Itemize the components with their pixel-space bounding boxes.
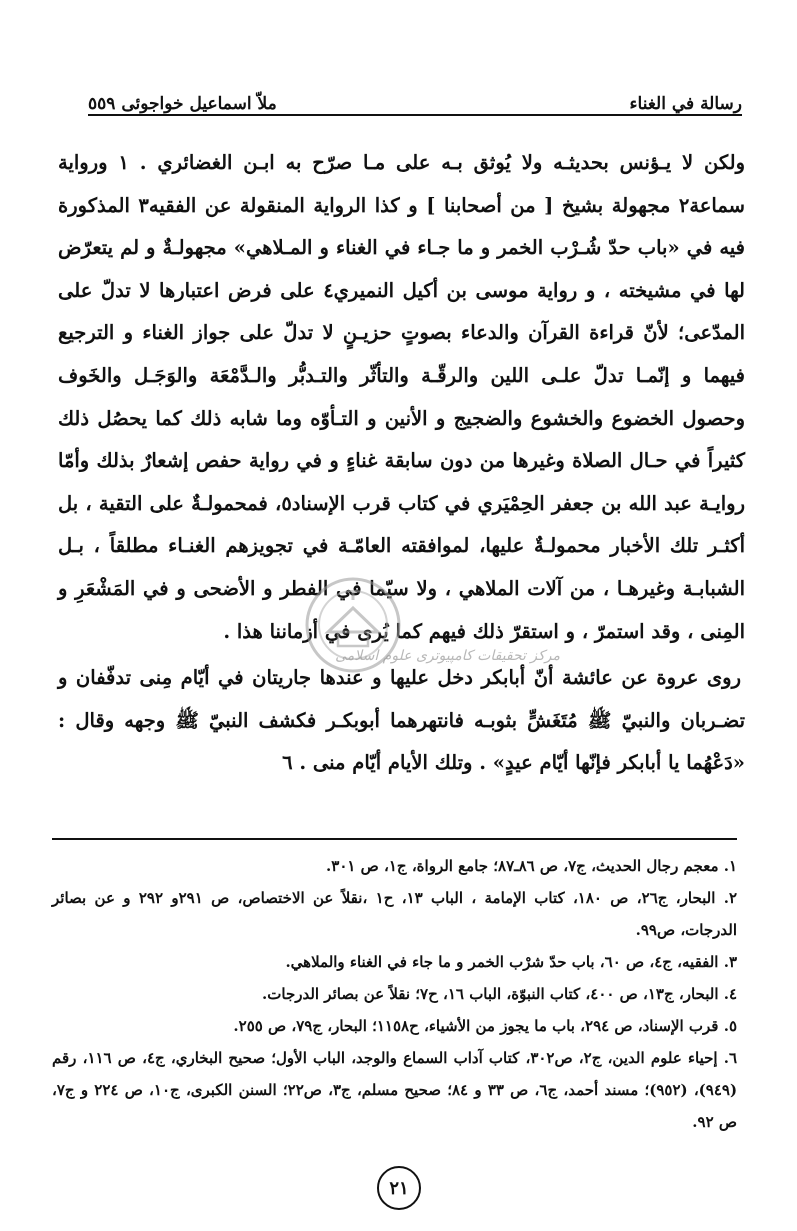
header-page-label-text: ملاّ اسماعيل خواجوئى ٥٥٩ [88,94,277,114]
running-header [88,82,742,116]
footnotes [52,838,737,1138]
paragraph-1: ولكن لا يـؤنس بحديثـه ولا يُوثق بـه على مـا صرّح به ابـن الغضائري . ١ ورواية سماعة٢ مجهولة بشيخ [ من أصحابنا ] و كذا الرواية المنقولة عن الفقيه٣ المذكورة فيه في «باب حدّ شُـرْب الخمر و ما جـاء في الغناء و المـلاهي» مجهولـةٌ و لم يتعرّض لها في مشيخته ، و رواية موسى بن أكيل النميري٤ على فرض اعتبارها لا تدلّ على المدّعى؛ لأنّ قراءة القرآن والدعاء بصوتٍ حزيـنٍ لا تدلّ على جواز الغناء و الترجيع فيهما و إنّمـا تدلّ علـى اللين والرقّـة والتأثّر والتـدبُّر والـدَّمْعَة والوَجَـل والخَوف وحصول الخضوع والخشوع والضجيج و الأنين و التـأوّه وما شابه ذلك كما يحصُل ذلك كثيراً في حـال الصلاة وغيرها من دون سابقة غناءٍ و في رواية حفص إشعارٌ بذلك وأمّا روايـة عبد الله بن جعفر الحِمْيَري في كتاب قرب الإسناد٥، فمحمولـةٌ على التقية ، بل أكثـر تلك الأخبار محمولـةٌ عليها، لموافقته العامّـة في تجويزهم الغنـاء مطلقاً ، بـل الشبابـة وغيرهـا ، من آلات الملاهي ، ولا سيّما في الفطر و الأضحى و في المَشْعَرِ و المِنى ، وقد استمرّ ، و استقرّ ذلك فيهم كما يُرى في أزماننا هذا . [58,151,745,643]
main-text [58,142,745,785]
footnote-1: ١. معجم رجال الحديث، ج٧، ص ٨٦ـ٨٧؛ جامع الرواة، ج١، ص ٣٠١. [326,857,737,875]
footnote-6: ٦. إحياء علوم الدين، ج٢، ص٣٠٢، كتاب آداب السماع والوجد، الباب الأول؛ صحيح البخاري، ج٤، ص ١١٦، رقم (٩٤٩)، (٩٥٢)؛ مسند أحمد، ج٦، ص ٣٣ و ٨٤؛ صحيح مسلم، ج٣، ص٢٢؛ السنن الكبرى، ج١٠، ص ٢٢٤ و ج٧، ص ٩٢. [52,1049,738,1131]
paragraph-2: روى عروة عن عائشة أنّ أبابكر دخل عليها و عندها جاريتان في أيّام مِنى تدفّفان و تضـربان والنبيّ ﷺ مُتَغَشٍّ بثوبـه فانتهرهما أبوبكـر فكشف النبيّ ﷺ وجهه وقال : «دَعْهُما يا أبابكر فإنّها أيّام عيدٍ» . وتلك الأيام أيّام منى . ٦ [58,666,745,775]
header-page-label [88,94,277,114]
footnote-5: ٥. قرب الإسناد، ص ٢٩٤، باب ما يجوز من الأشياء، ح١١٥٨؛ البحار، ج٧٩، ص ٢٥٥. [233,1017,737,1035]
stamp-text: مركز تحقيقات كامپيوترى علوم اسلامى [335,648,560,664]
page-number: ٢١ [377,1166,421,1210]
header-title: رسالة في الغناء [629,94,742,114]
footnote-3: ٣. الفقيه، ج٤، ص ٦٠، باب حدّ شرْب الخمر و ما جاء في الغناء والملاهي. [285,953,737,971]
footnote-2: ٢. البحار، ج٢٦، ص ١٨٠، كتاب الإمامة ، الباب ١٣، ح١ ،نقلاً عن الاختصاص، ص ٢٩١و ٢٩٢ و عن بصائر الدرجات، ص٩٩. [52,889,738,939]
footnote-4: ٤. البحار، ج١٣، ص ٤٠٠، كتاب النبوّة، الباب ١٦، ح٧؛ نقلاً عن بصائر الدرجات. [262,985,737,1003]
